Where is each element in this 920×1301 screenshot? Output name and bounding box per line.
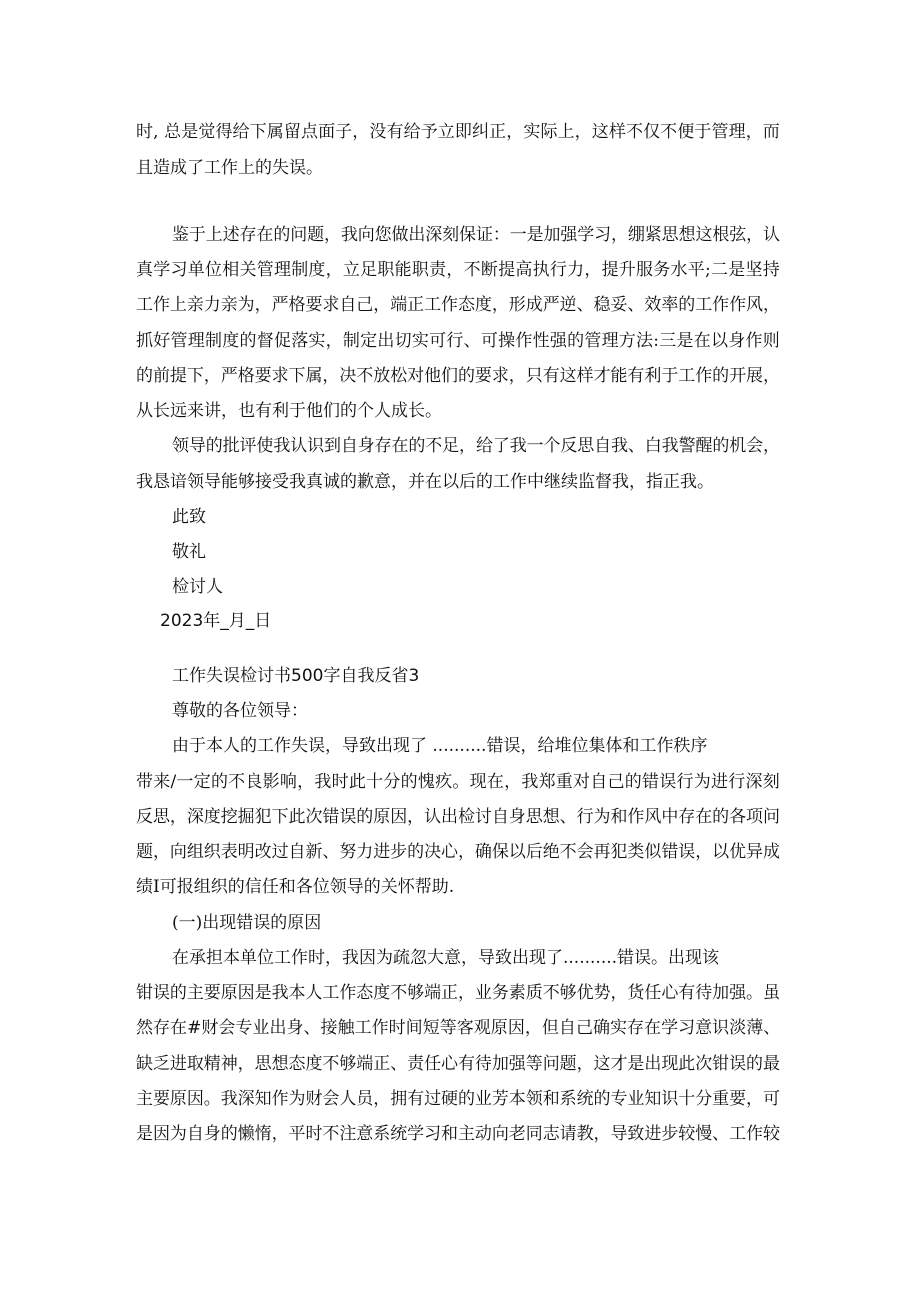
paragraph-line: 真学习单位相关管理制度，立足职能职责，不断提高执行力，提升服务水平;二是坚持: [136, 260, 780, 280]
paragraph-line: 是因为自身的懒惰，平时不注意系统学习和主动向老同志请教，导致进步较慢、工作较: [136, 1124, 780, 1144]
paragraph-line: 由于本人的工作失误，导致出现了 ..........错误，给堆位集体和工作秩序: [172, 736, 708, 756]
closing-cizhi: 此致: [172, 507, 206, 527]
paragraph-line: 时, 总是觉得给下属留点面子，没有给予立即纠正，实际上，这样不仅不便于管理，而: [136, 122, 780, 142]
paragraph-line: 然存在#财会专业出身、接触工作时间短等客观原因，但自己确实存在学习意识淡薄、: [136, 1018, 781, 1038]
section-title: 工作失误检讨书500字自我反省3: [172, 666, 420, 686]
paragraph-line: 绩I可报组织的信任和各位领导的关怀帮助.: [136, 877, 455, 897]
paragraph-line: 带来/一定的不良影响，我时此十分的愧疚。现在，我郑重对自己的错误行为进行深刻: [136, 772, 780, 792]
paragraph-line: 工作上亲力亲为，严格要求自己，端正工作态度，形成严逆、稳妥、效率的工作作风，: [136, 295, 780, 315]
paragraph-line: 钳误的主要原因是我本人工作态度不够端正，业务素质不够优势，货任心有待加强。虽: [136, 983, 780, 1003]
paragraph-line: 且造成了工作上的失误。: [136, 158, 323, 178]
paragraph-line: 的前提下，严格要求下属，决不放松对他们的要求，只有这样才能有利于工作的开展，: [136, 366, 780, 386]
signer-label: 检讨人: [172, 577, 223, 597]
paragraph-line: 在承担本单位工作时，我因为疏忽大意，导致出现了..........错误。出现该: [172, 948, 720, 968]
paragraph-line: 反思，深度挖掘犯下此次错误的原因，认出检讨自身思想、行为和作风中存在的各项问: [136, 807, 780, 827]
paragraph-line: 领导的批评使我认识到自身存在的不足，给了我一个反思自我、白我警醒的机会，: [172, 436, 780, 456]
paragraph-line: 缺乏进取精神，思想态度不够端正、责任心有待加强等问题，这才是出现此次钳误的最: [136, 1054, 780, 1074]
paragraph-line: 抓好管理制度的督促落实，制定出切实可行、可操作性强的管理方法:三是在以身作则: [136, 331, 780, 351]
date-line: 2023年_月_日: [160, 611, 272, 631]
closing-jingli: 敬礼: [172, 542, 206, 562]
paragraph-line: 主要原因。我深知作为财会人员，拥有过硬的业芳本领和系统的专业知识十分重要，可: [136, 1089, 780, 1109]
salutation: 尊敬的各位领导：: [172, 701, 308, 721]
subsection-heading: (一)出现错误的原因: [172, 913, 322, 933]
paragraph-line: 鉴于上述存在的问题，我向您做出深刻保证：一是加强学习，绷紧思想这根弦，认: [172, 225, 780, 245]
paragraph-line: 我恳谙领导能够接受我真诚的歉意，并在以后的工作中继续监督我，指正我。: [136, 472, 714, 492]
paragraph-line: 题，向组织表明改过自新、努力进步的决心，确保以后绝不会再犯类似错误，以优异成: [136, 842, 780, 862]
paragraph-line: 从长远来讲，也有利于他们的个人成长。: [136, 401, 442, 421]
